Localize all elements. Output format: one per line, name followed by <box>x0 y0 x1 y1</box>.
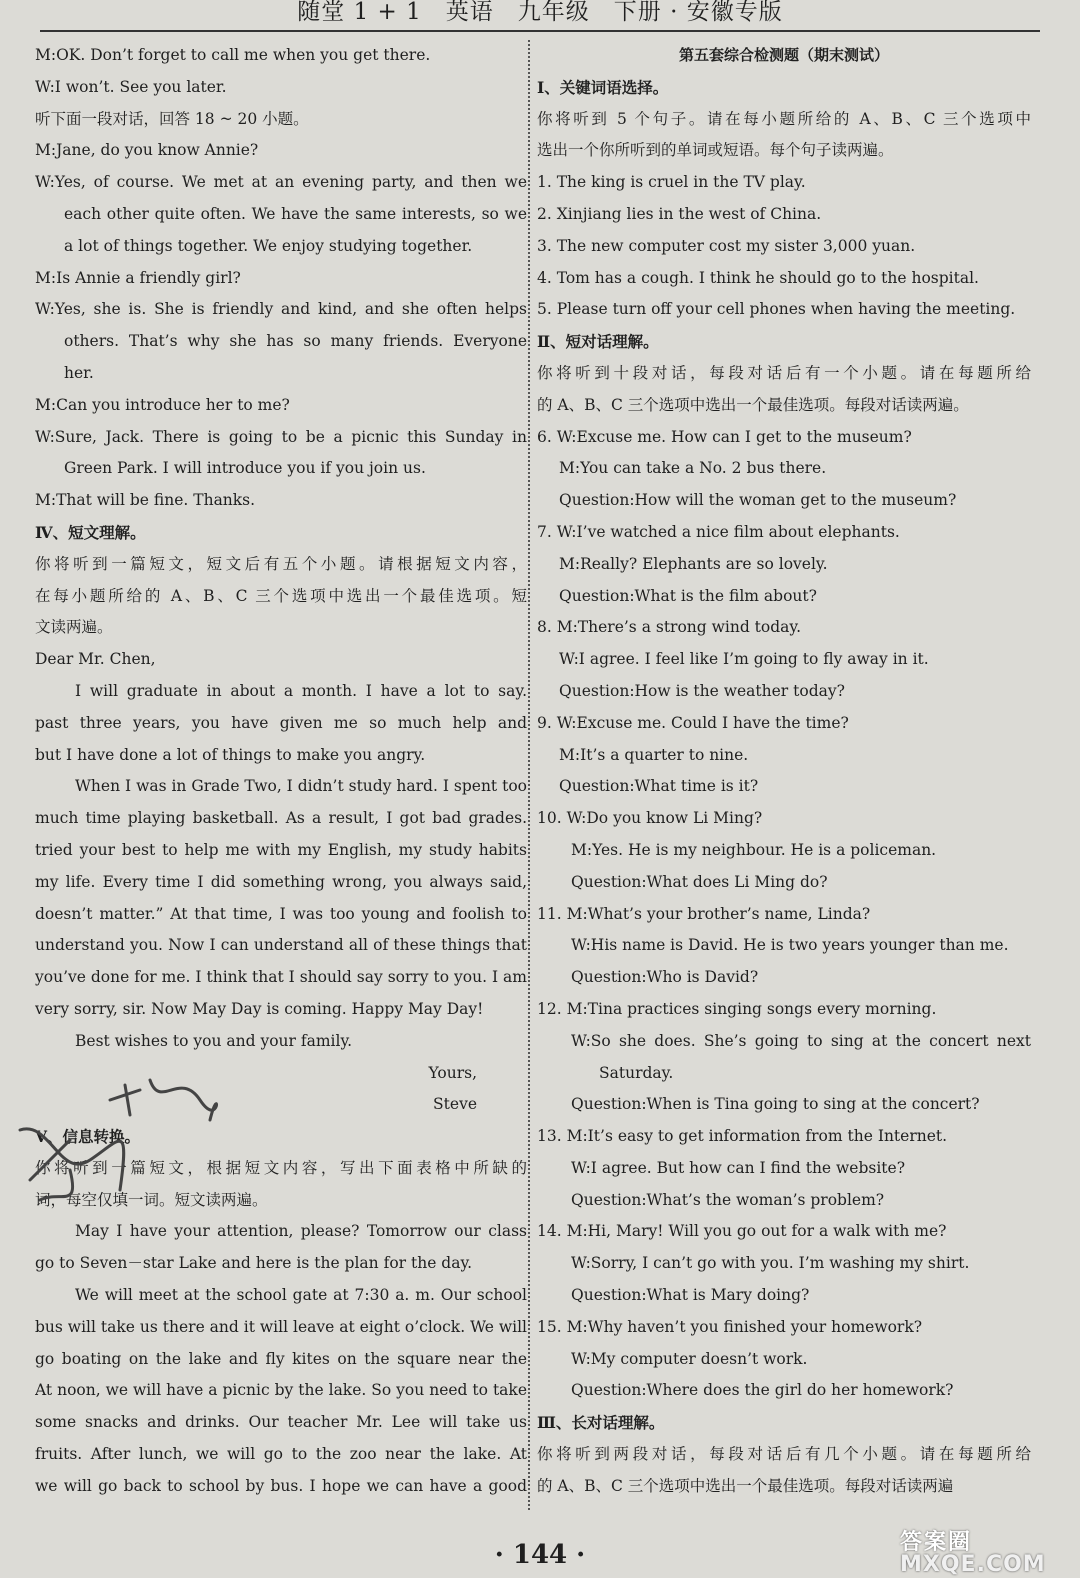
text-line: go to Seven－star Lake and here is the plan for the day. <box>35 1254 473 1273</box>
text-line: W:Yes, she is. She is friendly and kind, and she often helps <box>35 300 527 319</box>
text-line: Question:How is the weather today? <box>559 681 845 700</box>
text-line: Question:What does Li Ming do? <box>571 872 828 891</box>
text-line: Question:What’s the woman’s problem? <box>571 1190 885 1209</box>
text-line: 3. The new computer cost my sister 3,000 yuan. <box>537 236 916 255</box>
text-line: bus will take us there and it will leave at eight o’clock. We will <box>35 1317 527 1336</box>
text-line: 12. M:Tina practices singing songs every morning. <box>537 999 937 1018</box>
text-line: Ⅲ、长对话理解。 <box>537 1413 665 1433</box>
text-line: 9. W:Excuse me. Could I have the time? <box>537 713 849 732</box>
text-line: Steve <box>433 1095 477 1114</box>
text-line: M:Can you introduce her to me? <box>35 395 290 414</box>
left-column <box>35 40 527 1503</box>
page-number: · 144 · <box>494 1540 586 1570</box>
text-line: 1. The king is cruel in the TV play. <box>537 173 806 192</box>
text-line: 第五套综合检测题（期末测试） <box>678 46 889 64</box>
text-line: Best wishes to you and your family. <box>75 1031 353 1050</box>
text-line: Ⅰ、关键词语选择。 <box>537 77 669 97</box>
text-line: understand you. Now I can understand all of these things that <box>35 936 527 955</box>
text-line: doesn’t matter.” At that time, I was too young and foolish to <box>35 904 527 923</box>
text-line: 你将听到一篇短文，根据短文内容，写出下面表格中所缺的 <box>35 1158 527 1177</box>
text-line: Question:Where does the girl do her homework? <box>571 1381 954 1400</box>
text-line: 的 A、B、C 三个选项中选出一个最佳选项。每段对话读两遍。 <box>537 395 969 414</box>
text-line: 选出一个你所听到的单词或短语。每个句子读两遍。 <box>537 141 894 160</box>
text-line: 2. Xinjiang lies in the west of China. <box>537 204 822 223</box>
text-line: W:Yes, of course. We met at an evening party, and then we <box>35 173 527 192</box>
text-line: Ⅴ、信息转换。 <box>35 1127 141 1147</box>
text-line: 你将听到两段对话，每段对话后有几个小题。请在每题所给 <box>537 1445 1031 1464</box>
text-line: go boating on the lake and fly kites on the square near the <box>35 1349 527 1368</box>
text-line: 14. M:Hi, Mary! Will you go out for a walk with me? <box>537 1222 947 1241</box>
text-line: each other quite often. We have the same interests, so we <box>64 204 527 223</box>
text-line: Dear Mr. Chen, <box>35 650 156 669</box>
text-line: her. <box>64 363 94 382</box>
text-line: 7. W:I’ve watched a nice film about elephants. <box>537 522 900 541</box>
text-line: May I have your attention, please? Tomorrow our class <box>75 1222 527 1241</box>
text-line: Question:How will the woman get to the museum? <box>559 491 957 510</box>
text-line: M:Is Annie a friendly girl? <box>35 268 241 287</box>
page-header: 随堂 1 + 1 英语 九年级 下册 · 安徽专版 <box>297 0 783 25</box>
text-line: my life. Every time I did something wrong, you always said, <box>35 872 527 891</box>
text-line: Question:Who is David? <box>571 968 759 987</box>
text-line: 8. M:There’s a strong wind today. <box>537 618 802 637</box>
text-line: 你将听到十段对话，每段对话后有一个小题。请在每题所给 <box>537 363 1031 382</box>
text-line: 听下面一段对话，回答 18 ~ 20 小题。 <box>35 109 309 128</box>
header-rule <box>40 30 1040 32</box>
text-line: much time playing basketball. As a result, I got bad grades. <box>35 809 527 828</box>
text-line: Green Park. I will introduce you if you join us. <box>64 459 426 478</box>
text-line: some snacks and drinks. Our teacher Mr. Lee will take us <box>35 1413 527 1432</box>
text-line: 5. Please turn off your cell phones when having the meeting. <box>537 300 1016 319</box>
watermark-title: 答案圈 <box>900 1530 973 1555</box>
text-line: Ⅳ、短文理解。 <box>35 522 146 542</box>
text-line: W:I agree. I feel like I’m going to fly away in it. <box>559 650 929 669</box>
text-line: but I have done a lot of things to make you angry. <box>35 745 426 764</box>
text-line: 词，每空仅填一词。短文读两遍。 <box>35 1190 268 1209</box>
text-line: very sorry, sir. Now May Day is coming. Happy May Day! <box>35 999 484 1018</box>
text-line: At noon, we will have a picnic by the lake. So you need to take <box>35 1381 527 1400</box>
text-line: W:So she does. She’s going to sing at the concert next <box>571 1031 1031 1050</box>
text-line: we will go back to school by bus. I hope we can have a good <box>35 1476 527 1495</box>
watermark-logo <box>900 1525 1075 1577</box>
text-line: W:His name is David. He is two years younger than me. <box>571 936 1009 955</box>
column-divider <box>528 40 530 1510</box>
text-line: 的 A、B、C 三个选项中选出一个最佳选项。每段对话读两遍 <box>537 1476 954 1495</box>
text-line: fruits. After lunch, we will go to the zoo near the lake. At <box>35 1445 527 1464</box>
text-line: M:It’s a quarter to nine. <box>559 745 749 764</box>
text-line: 你将听到一篇短文，短文后有五个小题。请根据短文内容， <box>35 554 527 573</box>
text-line: Question:When is Tina going to sing at the concert? <box>571 1095 980 1114</box>
text-line: 11. M:What’s your brother’s name, Linda? <box>537 904 871 923</box>
text-line: M:Yes. He is my neighbour. He is a policeman. <box>571 840 937 859</box>
text-line: W:I agree. But how can I find the website? <box>571 1158 906 1177</box>
text-line: 15. M:Why haven’t you finished your homework? <box>537 1317 923 1336</box>
text-line: 你将听到 5 个句子。请在每小题所给的 A、B、C 三个选项中 <box>537 109 1031 128</box>
text-line: I will graduate in about a month. I have a lot to say. <box>75 681 527 700</box>
text-line: a lot of things together. We enjoy studying together. <box>64 236 473 255</box>
text-line: Question:What time is it? <box>559 777 759 796</box>
text-line: M:That will be fine. Thanks. <box>35 491 256 510</box>
text-line: Ⅱ、短对话理解。 <box>537 332 659 352</box>
text-line: We will meet at the school gate at 7:30 a. m. Our school <box>75 1286 527 1305</box>
text-line: you’ve done for me. I think that I should say sorry to you. I am <box>35 968 527 987</box>
text-line: 在每小题所给的 A、B、C 三个选项中选出一个最佳选项。短 <box>35 586 527 605</box>
text-line: M:Really? Elephants are so lovely. <box>559 554 828 573</box>
text-line: 文读两遍。 <box>35 618 113 637</box>
text-line: 13. M:It’s easy to get information from the Internet. <box>537 1127 948 1146</box>
text-line: M:You can take a No. 2 bus there. <box>559 459 827 478</box>
text-line: 4. Tom has a cough. I think he should go to the hospital. <box>537 268 979 287</box>
text-line: 10. W:Do you know Li Ming? <box>537 809 763 828</box>
text-line: Yours, <box>428 1063 477 1082</box>
text-line: Question:What is the film about? <box>559 586 817 605</box>
text-line: W:I won’t. See you later. <box>35 77 227 96</box>
text-line: past three years, you have given me so much help and <box>35 713 527 732</box>
watermark-url: MXQE.COM <box>900 1552 1046 1577</box>
text-line: W:My computer doesn’t work. <box>571 1349 808 1368</box>
text-line: M:OK. Don’t forget to call me when you get there. <box>35 46 431 64</box>
text-line: When I was in Grade Two, I didn’t study hard. I spent too <box>75 777 527 796</box>
text-line: tried your best to help me with my English, my study habits <box>35 840 527 859</box>
text-line: others. That’s why she has so many friends. Everyone <box>64 332 527 351</box>
text-line: W:Sorry, I can’t go with you. I’m washing my shirt. <box>571 1254 970 1273</box>
text-line: Question:What is Mary doing? <box>571 1286 810 1305</box>
text-line: W:Sure, Jack. There is going to be a picnic this Sunday in <box>35 427 527 446</box>
text-line: M:Jane, do you know Annie? <box>35 141 259 160</box>
right-column <box>537 40 1031 1503</box>
text-line: Saturday. <box>599 1063 674 1082</box>
text-line: 6. W:Excuse me. How can I get to the museum? <box>537 427 912 446</box>
